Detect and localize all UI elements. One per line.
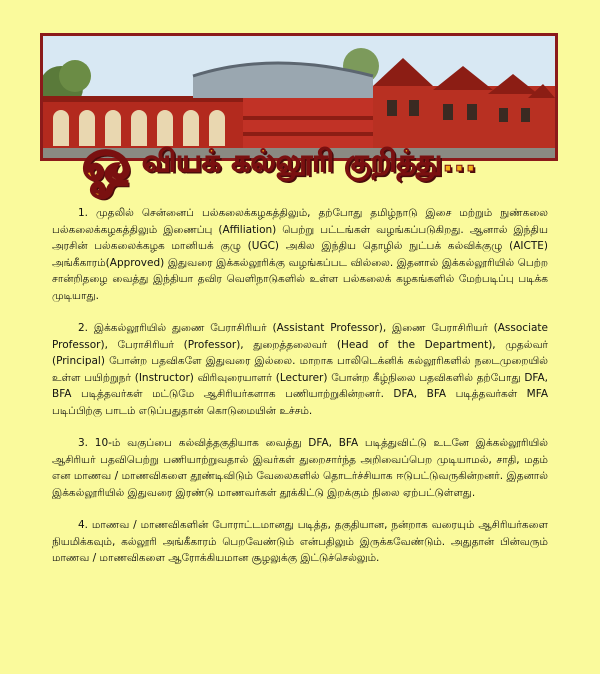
paragraph-4: 4. மாணவ / மாணவிகளின் போராட்டமானது படித்த, தகுதியான, நன்றாக வரையும் ஆசிரியர்களை நியமிக்கவும், கல்லூரி அங்கீகாரம் பெறவேண்டும் என்பதிலும் இருக்கவேண்டும். அதுதான் பின்வரும் மாணவ / மாணவிகளை ஆரோக்கியமான சூழலுக்கு இட்டுச்செல்லும்.: [52, 519, 548, 564]
page-title: [82, 128, 522, 192]
paragraph-1: 1. முதலில் சென்னைப் பல்கலைக்கழகத்திலும், தற்போது தமிழ்நாடு இசை மற்றும் நுண்கலை பல்கலைக்கழகத்திலும் இணைப்பு (Affiliation) பெற்று பட்டங்கள் வழங்கப்படுகிறது. ஆனால் இந்திய அரசின் பல்கலைக்கழக மானியக் குழு (UGC) அகில இந்திய தொழில் நுட்பக் கல்விக்குழு (AICTE) அங்கீகாரம்(Approved) இதுவரை இக்கல்லூரிக்கு வழங்கப்பட வில்லை. இதனால் இக்கல்லூரியில் பெற்ற சான்றிதழை வைத்து இந்தியா தவிர வெளிநாடுகளில் உள்ள பல்கலைக் கழகங்களில் மேற்படிப்பு படிக்க முடியாது.: [52, 207, 548, 302]
paragraph-2: 2. இக்கல்லூரியில் துணை பேராசிரியர் (Assistant Professor), இணை பேராசிரியர் (Associate Professor), பேராசிரியர் (Professor), துறைத்தலைவர் (Head of the Department), முதல்வர் (Principal) போன்ற பதவிகளே இதுவரை இல்லை. மாறாக பாலிடெக்னிக் கல்லூரிகளில் நடைமுறையில் உள்ள பயிற்றுநர் (Instructor) விரிவுரையாளர் (Lecturer) போன்ற கீழ்நிலை பதவிகளில் தற்போது DFA, BFA படித்தவர்கள் மட்டுமே ஆசிரியர்களாக பணியாற்றுகின்றனர். DFA, BFA படித்தவர்கள் MFA படிப்பிற்கு பாடம் எடுப்பதுதான் கொடுமையின் உச்சம்.: [52, 322, 548, 417]
article-body: [52, 205, 548, 583]
paragraph-3: 3. 10-ம் வகுப்பை கல்வித்தகுதியாக வைத்து DFA, BFA படித்துவிட்டு உடனே இக்கல்லூரியில் ஆசிரியர் பதவிபெற்று பணியாற்றுவதால் இவர்கள் துறைசார்ந்த அறிவைப்பெற முடியாமல், சாதி, மதம் என மாணவ / மாணவிகளை தூண்டிவிடும் வேலைகளில் தொடர்ச்சியாக ஈடுபட்டுவருகின்றனர். இதனால் இக்கல்லூரியில் இதுவரை இரண்டு மாணவர்கள் தூக்கிட்டு இறக்கும் நிலை ஏற்பட்டுள்ளது.: [52, 437, 548, 499]
title-text: வியக் கல்லூரி குறித்து...: [142, 144, 477, 179]
title-initial: ஓ: [82, 126, 131, 194]
